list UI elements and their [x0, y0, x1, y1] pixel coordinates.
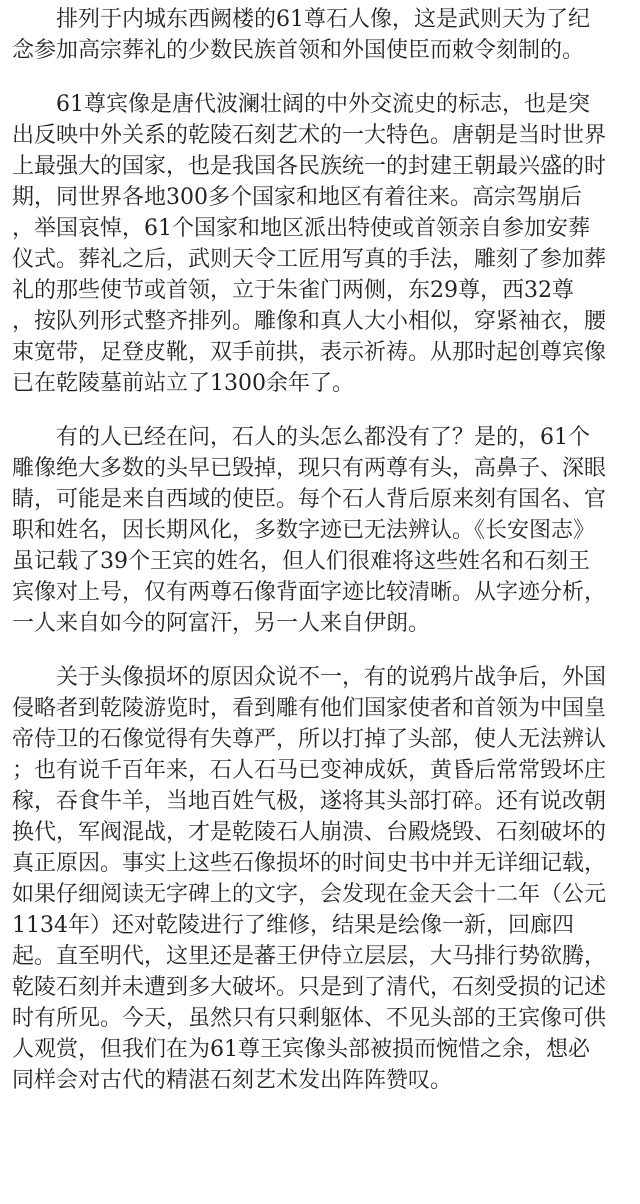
text-line: 束宽带，足登皮靴，双手前拱，表示祈祷。从那时起创尊宾像	[12, 340, 607, 365]
text-line: 出反映中外关系的乾陵石刻艺术的一大特色。唐朝是当时世界	[12, 123, 607, 148]
paragraph-3	[12, 422, 626, 639]
text-line: 换代，军阀混战，才是乾陵石人崩溃、台殿烧毁、石刻破坏的	[12, 820, 607, 845]
text-line: 时有所见。今天，虽然只有只剩躯体、不见头部的王宾像可供	[12, 1006, 607, 1031]
text-line: 关于头像损坏的原因众说不一，有的说鸦片战争后，外国	[12, 665, 607, 690]
paragraph-4	[12, 662, 626, 1096]
text-line: 念参加高宗葬礼的少数民族首领和外国使臣而敕令刻制的。	[12, 38, 585, 63]
text-line: 起。直至明代，这里还是蕃王伊侍立层层，大马排行势欲腾，	[12, 944, 607, 969]
paragraph-gap	[12, 639, 626, 662]
text-line: 睛，可能是来自西域的使臣。每个石人背后原来刻有国名、官	[12, 487, 607, 512]
text-line: 人观赏，但我们在为61尊王宾像头部被损而惋惜之余，想必	[12, 1037, 590, 1062]
text-line: 职和姓名，因长期风化，多数字迹已无法辨认。《长安图志》	[12, 518, 596, 543]
text-line: 稼，吞食牛羊，当地百姓气极，遂将其头部打碎。还有说改朝	[12, 789, 607, 814]
text-line: 真正原因。事实上这些石像损坏的时间史书中并无详细记载，	[12, 851, 607, 876]
text-line: 上最强大的国家，也是我国各民族统一的封建王朝最兴盛的时	[12, 154, 607, 179]
text-line: 宾像对上号，仅有两尊石像背面字迹比较清晰。从字迹分析，	[12, 580, 607, 605]
text-line: 礼的那些使节或首领，立于朱雀门两侧，东29尊，西32尊	[12, 278, 574, 303]
text-line: ，按队列形式整齐排列。雕像和真人大小相似，穿紧袖衣，腰	[12, 309, 607, 334]
paragraph-gap	[12, 66, 626, 89]
text-line: ；也有说千百年来，石人石马已变神成妖，黄昏后常常毁坏庄	[12, 758, 607, 783]
text-line: 虽记载了39个王宾的姓名，但人们很难将这些姓名和石刻王	[12, 549, 590, 574]
text-line: 仪式。葬礼之后，武则天令工匠用写真的手法，雕刻了参加葬	[12, 247, 607, 272]
text-line: 如果仔细阅读无字碑上的文字，会发现在金天会十二年（公元	[12, 882, 607, 907]
paragraph-gap	[12, 399, 626, 422]
text-line: 雕像绝大多数的头早已毁掉，现只有两尊有头，高鼻子、深眼	[12, 456, 607, 481]
text-line: 期，同世界各地300多个国家和地区有着往来。高宗驾崩后	[12, 185, 582, 210]
paragraph-1	[12, 4, 626, 66]
text-line: 排列于内城东西阙楼的61尊石人像，这是武则天为了纪	[12, 7, 590, 32]
text-line: 一人来自如今的阿富汗，另一人来自伊朗。	[12, 611, 431, 636]
text-line: 1134年）还对乾陵进行了维修，结果是绘像一新，回廊四	[12, 913, 574, 938]
text-line: 有的人已经在问，石人的头怎么都没有了？是的，61个	[12, 425, 590, 450]
paragraph-2	[12, 89, 626, 399]
text-line: ，举国哀悼，61个国家和地区派出特使或首领亲自参加安葬	[12, 216, 590, 241]
text-line: 同样会对古代的精湛石刻艺术发出阵阵赞叹。	[12, 1068, 453, 1093]
text-line: 乾陵石刻并未遭到多大破坏。只是到了清代，石刻受损的记述	[12, 975, 607, 1000]
text-line: 侵略者到乾陵游览时，看到雕有他们国家使者和首领为中国皇	[12, 696, 607, 721]
text-line: 帝侍卫的石像觉得有失尊严，所以打掉了头部，使人无法辨认	[12, 727, 607, 752]
text-line: 已在乾陵墓前站立了1300余年了。	[12, 371, 354, 396]
text-line: 61尊宾像是唐代波澜壮阔的中外交流史的标志，也是突	[12, 92, 590, 117]
